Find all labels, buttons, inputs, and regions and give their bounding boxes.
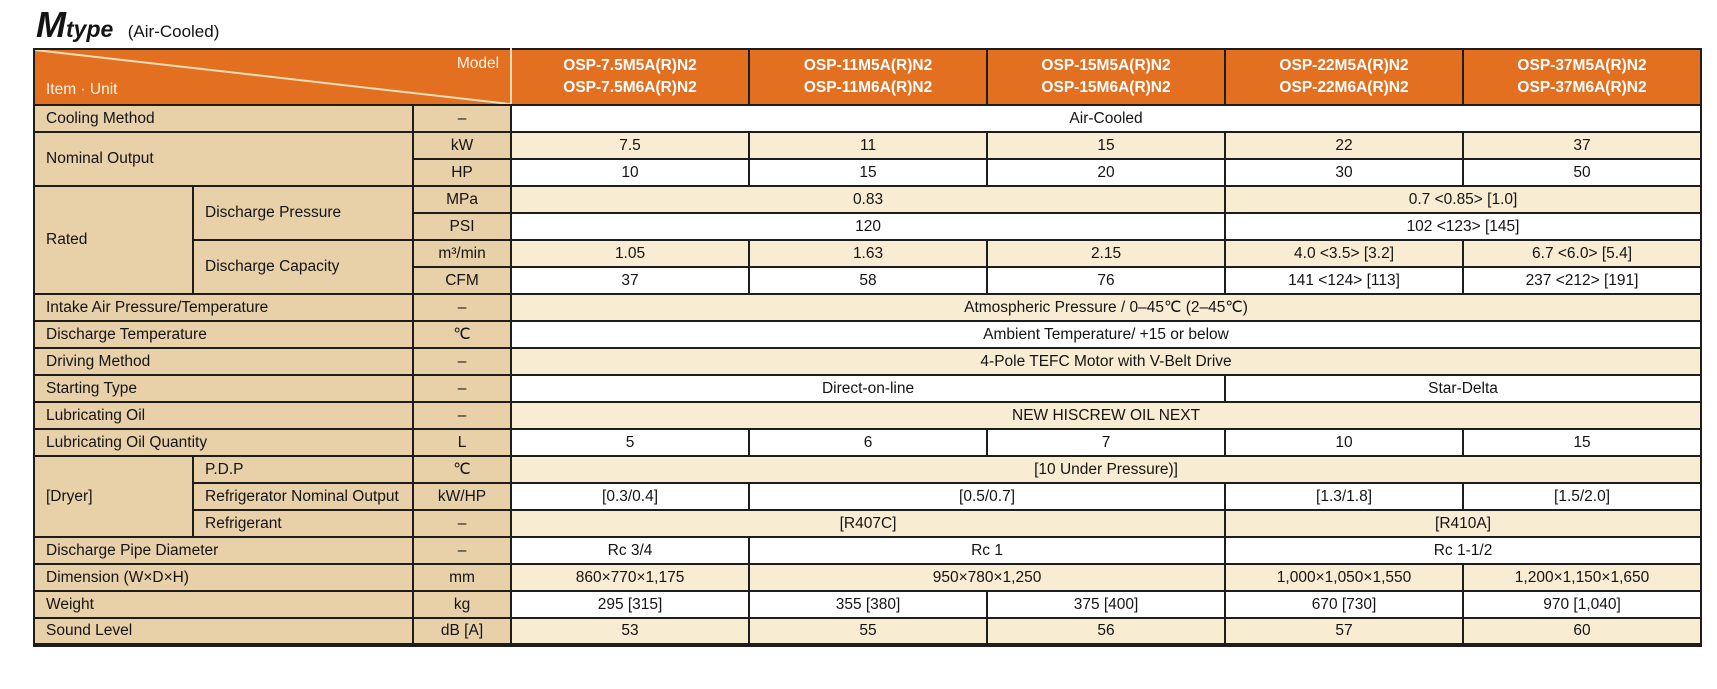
value-cell: 355 [380]: [749, 591, 987, 618]
value-cell: 0.83: [511, 186, 1225, 213]
unit-cell: L: [413, 429, 511, 456]
value-cell: NEW HISCREW OIL NEXT: [511, 402, 1701, 429]
label-nominal-output: Nominal Output: [34, 132, 413, 186]
label-refrigerator-nominal-output: Refrigerator Nominal Output: [193, 483, 413, 510]
label-lubricating-oil-quantity: Lubricating Oil Quantity: [34, 429, 413, 456]
value-cell: [R407C]: [511, 510, 1225, 537]
value-cell: 7.5: [511, 132, 749, 159]
value-cell: [0.3/0.4]: [511, 483, 749, 510]
unit-cell: kW/HP: [413, 483, 511, 510]
row-discharge-temperature: [34, 321, 1701, 348]
value-cell: [1.5/2.0]: [1463, 483, 1701, 510]
row-lubricating-oil: [34, 402, 1701, 429]
label-lubricating-oil: Lubricating Oil: [34, 402, 413, 429]
row-dimension: [34, 564, 1701, 591]
table-header-row: [34, 49, 1701, 105]
value-cell: Rc 3/4: [511, 537, 749, 564]
unit-cell: mm: [413, 564, 511, 591]
value-cell: 0.7 <0.85> [1.0]: [1225, 186, 1701, 213]
title-type: type: [66, 16, 114, 42]
value-cell: [10 Under Pressure)]: [511, 456, 1701, 483]
value-cell: 4-Pole TEFC Motor with V-Belt Drive: [511, 348, 1701, 375]
value-cell: 120: [511, 213, 1225, 240]
row-driving-method: [34, 348, 1701, 375]
value-cell: 1.63: [749, 240, 987, 267]
value-cell: 22: [1225, 132, 1463, 159]
value-cell: 15: [1463, 429, 1701, 456]
group-label-dryer: [Dryer]: [34, 456, 193, 537]
value-cell: 56: [987, 618, 1225, 645]
value-cell: [R410A]: [1225, 510, 1701, 537]
row-discharge-pressure-mpa: [34, 186, 1701, 213]
value-cell: 11: [749, 132, 987, 159]
value-cell: 60: [1463, 618, 1701, 645]
label-weight: Weight: [34, 591, 413, 618]
model-name: OSP-7.5M6A(R)N2: [563, 79, 697, 96]
value-cell: Ambient Temperature/ +15 or below: [511, 321, 1701, 348]
row-dryer-pdp: [34, 456, 1701, 483]
corner-header: [34, 49, 511, 105]
row-cooling-method: [34, 105, 1701, 132]
group-label-rated: Rated: [34, 186, 193, 294]
label-discharge-temperature: Discharge Temperature: [34, 321, 413, 348]
unit-cell: –: [413, 348, 511, 375]
unit-cell: MPa: [413, 186, 511, 213]
value-cell: 55: [749, 618, 987, 645]
value-cell: 37: [511, 267, 749, 294]
value-cell: 6.7 <6.0> [5.4]: [1463, 240, 1701, 267]
value-cell: 5: [511, 429, 749, 456]
unit-cell: –: [413, 510, 511, 537]
value-cell: 50: [1463, 159, 1701, 186]
value-cell: Rc 1-1/2: [1225, 537, 1701, 564]
value-cell: 6: [749, 429, 987, 456]
model-name: OSP-37M5A(R)N2: [1517, 56, 1647, 74]
unit-cell: –: [413, 375, 511, 402]
value-cell: 1,000×1,050×1,550: [1225, 564, 1463, 591]
value-cell: [1.3/1.8]: [1225, 483, 1463, 510]
model-name: OSP-7.5M5A(R)N2: [563, 56, 697, 74]
page-title: [36, 4, 219, 46]
value-cell: 1,200×1,150×1,650: [1463, 564, 1701, 591]
label-driving-method: Driving Method: [34, 348, 413, 375]
value-cell: 860×770×1,175: [511, 564, 749, 591]
model-name: OSP-15M6A(R)N2: [1041, 79, 1171, 96]
unit-cell: ℃: [413, 456, 511, 483]
unit-cell: –: [413, 402, 511, 429]
value-cell: 141 <124> [113]: [1225, 267, 1463, 294]
label-starting-type: Starting Type: [34, 375, 413, 402]
model-name: OSP-22M5A(R)N2: [1279, 56, 1409, 74]
row-dryer-refrigerator-output: [34, 483, 1701, 510]
row-weight: [34, 591, 1701, 618]
value-cell: 950×780×1,250: [749, 564, 1225, 591]
value-cell: 30: [1225, 159, 1463, 186]
model-column-header: [1463, 49, 1701, 105]
title-m: M: [36, 4, 65, 45]
value-cell: 20: [987, 159, 1225, 186]
value-cell: 53: [511, 618, 749, 645]
unit-cell: –: [413, 294, 511, 321]
item-unit-label: Item · Unit: [46, 81, 118, 98]
model-name: OSP-11M6A(R)N2: [803, 79, 933, 96]
row-lubricating-oil-quantity: [34, 429, 1701, 456]
unit-cell: kW: [413, 132, 511, 159]
label-discharge-capacity: Discharge Capacity: [193, 240, 413, 294]
value-cell: 295 [315]: [511, 591, 749, 618]
title-suffix: (Air-Cooled): [127, 22, 220, 41]
value-cell: 58: [749, 267, 987, 294]
label-discharge-pipe-diameter: Discharge Pipe Diameter: [34, 537, 413, 564]
value-cell: Direct-on-line: [511, 375, 1225, 402]
value-cell: Star-Delta: [1225, 375, 1701, 402]
row-discharge-capacity-m3min: [34, 240, 1701, 267]
label-dimension: Dimension (W×D×H): [34, 564, 413, 591]
model-name: OSP-11M5A(R)N2: [803, 56, 933, 74]
row-discharge-pipe-diameter: [34, 537, 1701, 564]
row-nominal-output-kw: [34, 132, 1701, 159]
value-cell: 15: [987, 132, 1225, 159]
unit-cell: ℃: [413, 321, 511, 348]
unit-cell: PSI: [413, 213, 511, 240]
value-cell: 375 [400]: [987, 591, 1225, 618]
unit-cell: dB [A]: [413, 618, 511, 645]
label-intake-air: Intake Air Pressure/Temperature: [34, 294, 413, 321]
spec-table: [33, 48, 1702, 647]
model-column-header: [511, 49, 749, 105]
unit-cell: m³/min: [413, 240, 511, 267]
unit-cell: –: [413, 537, 511, 564]
label-cooling-method: Cooling Method: [34, 105, 413, 132]
value-cell: Air-Cooled: [511, 105, 1701, 132]
unit-cell: CFM: [413, 267, 511, 294]
label-pdp: P.D.P: [193, 456, 413, 483]
value-cell: 15: [749, 159, 987, 186]
unit-cell: HP: [413, 159, 511, 186]
model-name: OSP-15M5A(R)N2: [1041, 56, 1171, 74]
value-cell: 2.15: [987, 240, 1225, 267]
value-cell: 10: [511, 159, 749, 186]
value-cell: 10: [1225, 429, 1463, 456]
value-cell: 1.05: [511, 240, 749, 267]
value-cell: 76: [987, 267, 1225, 294]
value-cell: 37: [1463, 132, 1701, 159]
model-column-header: [987, 49, 1225, 105]
model-column-header: [749, 49, 987, 105]
value-cell: Atmospheric Pressure / 0–45℃ (2–45℃): [511, 294, 1701, 321]
row-sound-level: [34, 618, 1701, 645]
unit-cell: –: [413, 105, 511, 132]
model-label: Model: [456, 55, 500, 72]
value-cell: 7: [987, 429, 1225, 456]
model-name: OSP-22M6A(R)N2: [1279, 79, 1409, 96]
value-cell: 57: [1225, 618, 1463, 645]
value-cell: [0.5/0.7]: [749, 483, 1225, 510]
value-cell: 4.0 <3.5> [3.2]: [1225, 240, 1463, 267]
value-cell: 237 <212> [191]: [1463, 267, 1701, 294]
label-refrigerant: Refrigerant: [193, 510, 413, 537]
value-cell: 102 <123> [145]: [1225, 213, 1701, 240]
model-column-header: [1225, 49, 1463, 105]
label-discharge-pressure: Discharge Pressure: [193, 186, 413, 240]
row-intake-air: [34, 294, 1701, 321]
value-cell: Rc 1: [749, 537, 1225, 564]
row-dryer-refrigerant: [34, 510, 1701, 537]
row-starting-type: [34, 375, 1701, 402]
value-cell: 970 [1,040]: [1463, 591, 1701, 618]
value-cell: 670 [730]: [1225, 591, 1463, 618]
label-sound-level: Sound Level: [34, 618, 413, 645]
model-name: OSP-37M6A(R)N2: [1517, 79, 1647, 96]
unit-cell: kg: [413, 591, 511, 618]
